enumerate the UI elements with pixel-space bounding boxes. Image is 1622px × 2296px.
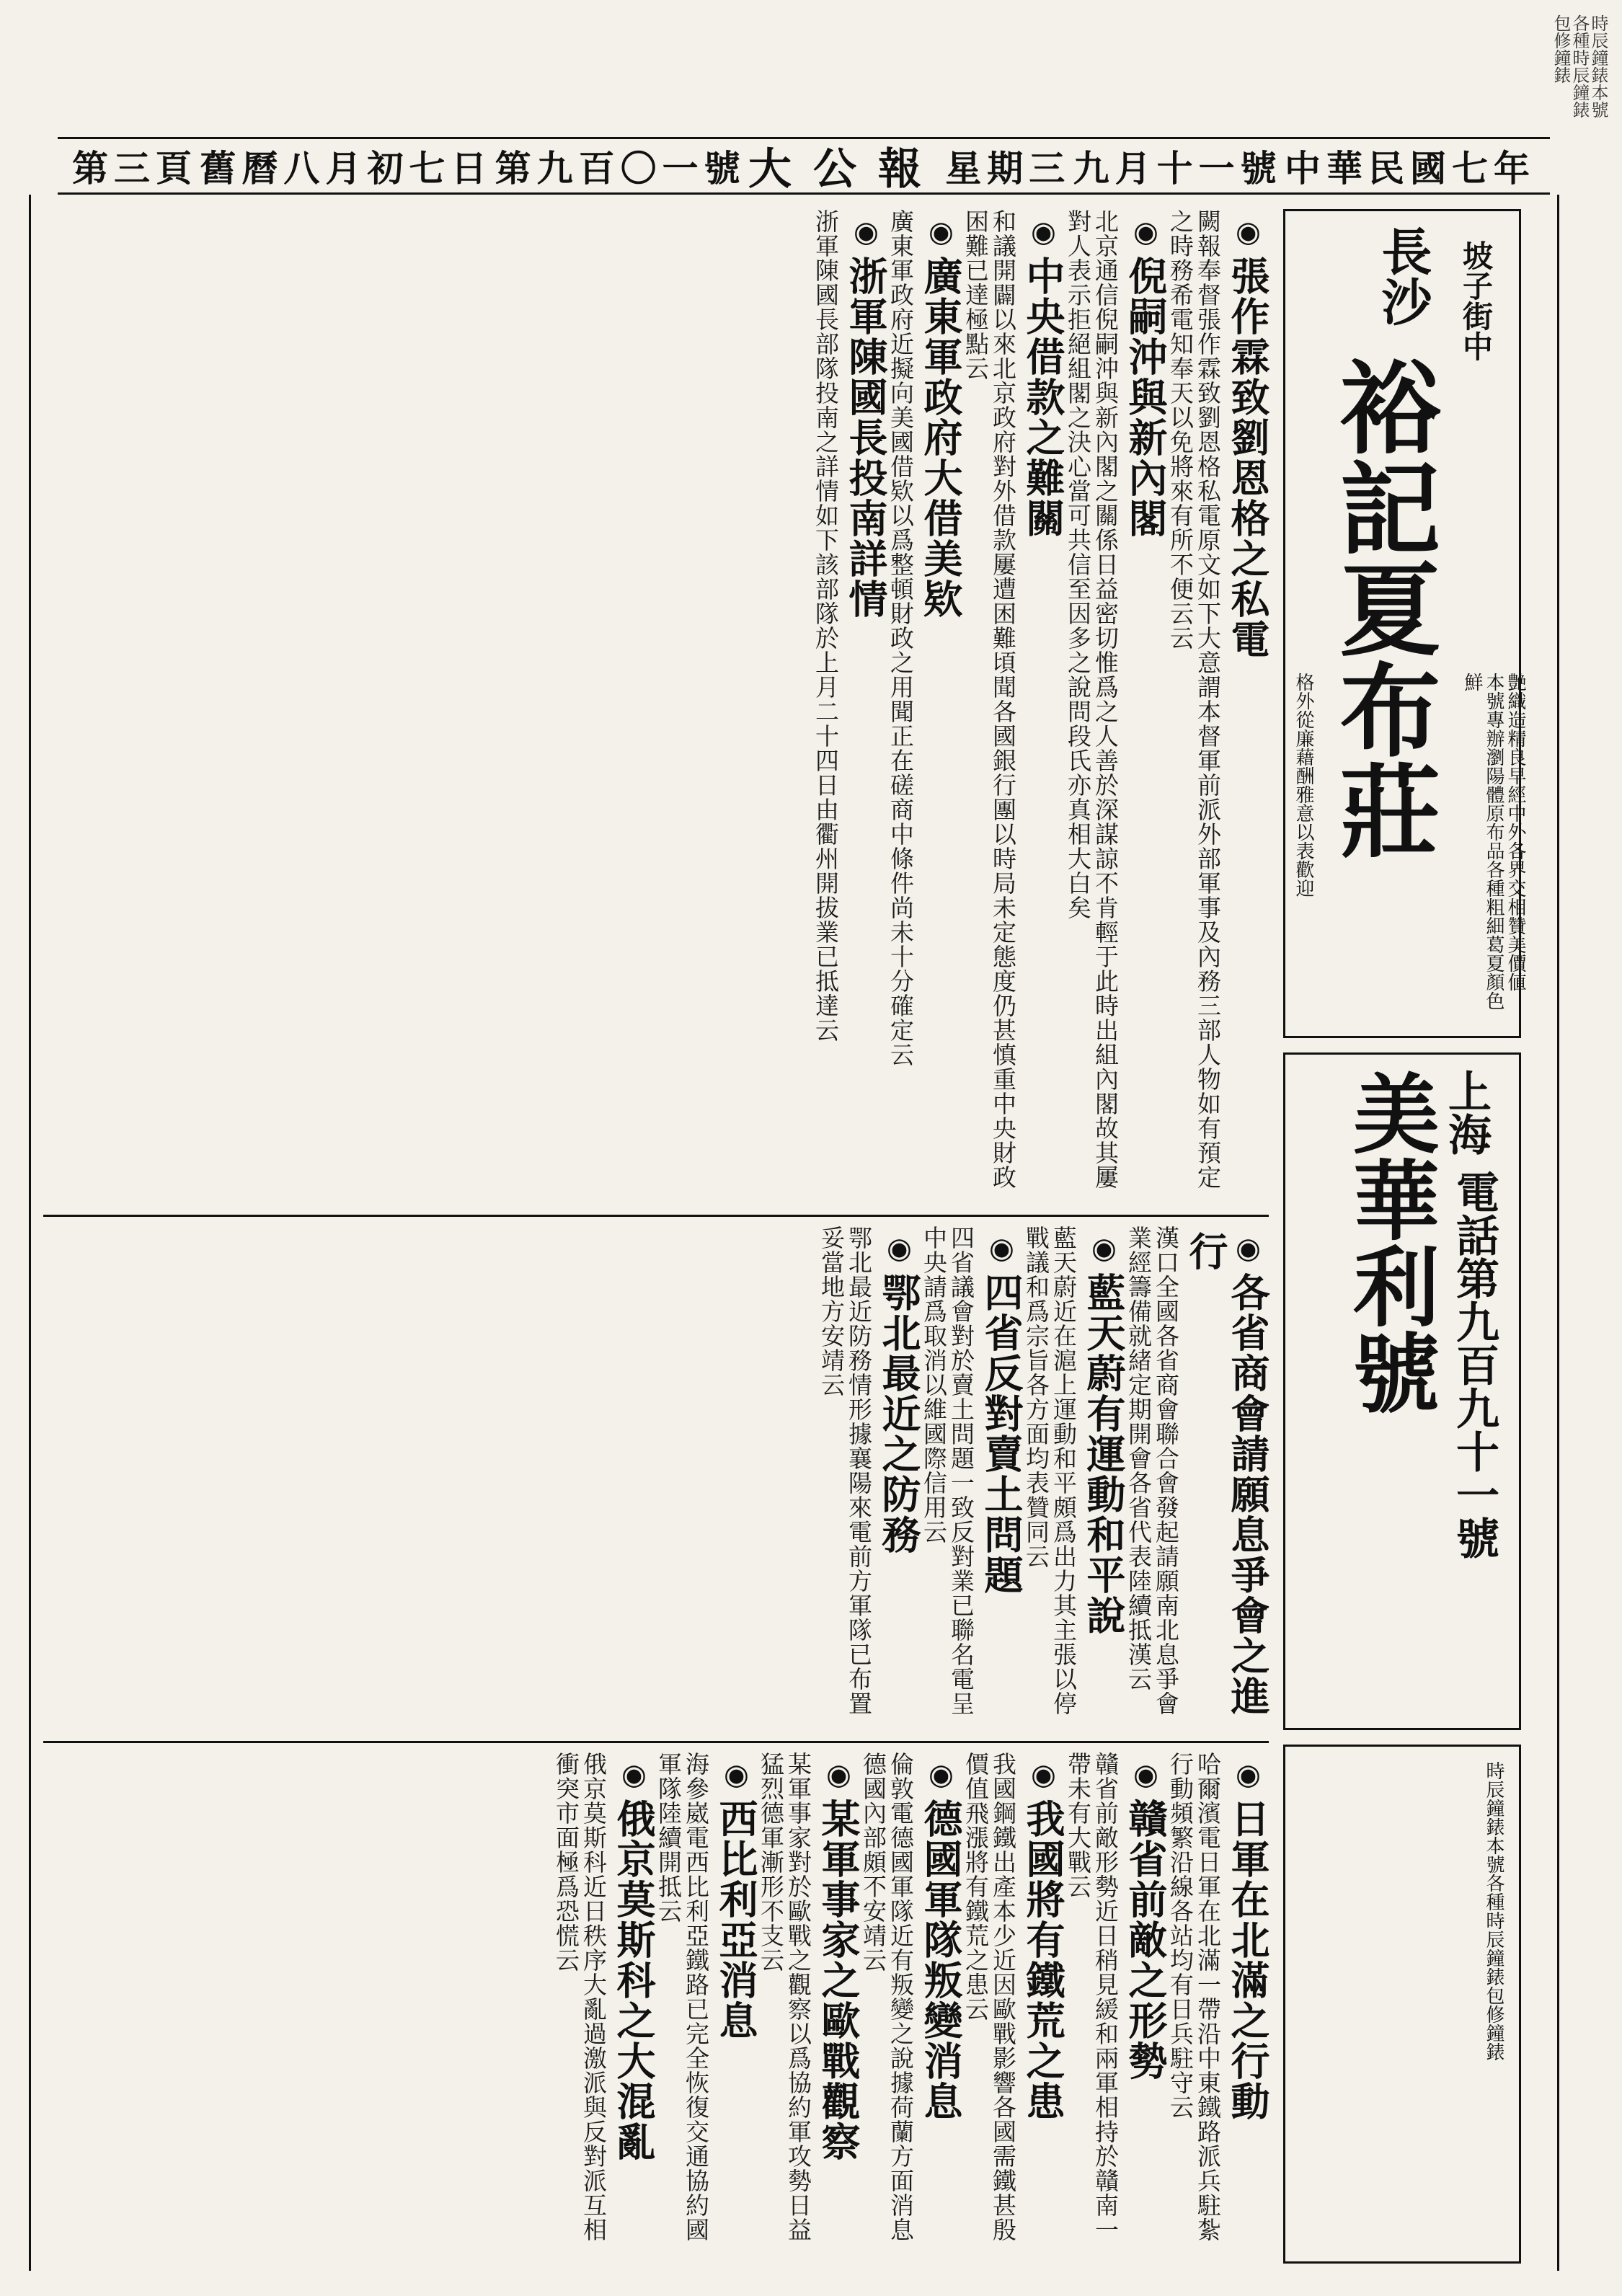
ad-meihua-city: 上海 bbox=[1441, 1069, 1492, 1156]
article-block-lower bbox=[43, 1752, 1269, 2256]
article-title: ◉ 各省商會請願息爭會之進行 bbox=[1185, 1225, 1269, 1730]
republic-year: 中華民國七年 bbox=[1284, 147, 1535, 190]
ad-yuji-line1: 本號專辦瀏陽體原布品各種粗細葛夏顏色鮮 bbox=[1461, 673, 1504, 1010]
article-body: 鄂北最近防務情形據襄陽來電前方軍隊已布置妥當地方安靖云 bbox=[817, 1225, 873, 1716]
article-body: 四省議會對於賣土問題一致反對業已聯名電呈中央請爲取消以維國際信用云 bbox=[920, 1225, 975, 1716]
ad-meihua-goods: 時辰鐘錶本號各種時辰鐘錶包修鐘錶 bbox=[1483, 1761, 1504, 2061]
section-divider bbox=[43, 1741, 1269, 1743]
ad-meihua-goods-block bbox=[1283, 1745, 1521, 2264]
ad-yuji-city: 長沙 bbox=[1373, 226, 1433, 327]
ad-yuji-name: 裕記夏布莊 bbox=[1323, 355, 1441, 860]
article-body: 北京通信倪嗣沖與新內閣之關係日益密切惟爲之人善於深謀諒不肯輕于此時出組內閣故其屢對人表示拒絕組閣之決心當可共信至因多之說問段氏亦真相大白矣 bbox=[1064, 209, 1120, 1189]
article-title: ◉ 日軍在北滿之行動 bbox=[1227, 1752, 1269, 2256]
weekday: 星期三 bbox=[945, 147, 1071, 190]
article-title: ◉ 德國軍隊叛變消息 bbox=[920, 1752, 962, 2256]
article-title: ◉ 贛省前敵之形勢 bbox=[1125, 1752, 1166, 2256]
masthead bbox=[58, 137, 1550, 195]
frame-right bbox=[1557, 195, 1559, 2271]
article-title: ◉ 浙軍陳國長投南詳情 bbox=[845, 209, 887, 1204]
article-body: 海參崴電西比利亞鐵路已完全恢復交通協約國軍隊陸續開抵云 bbox=[655, 1752, 710, 2242]
article-block-upper bbox=[43, 209, 1269, 1204]
frame-left bbox=[29, 195, 31, 2271]
date: 九月十一號 bbox=[1073, 147, 1282, 190]
article-body: 哈爾濱電日軍在北滿一帶沿中東鐵路派兵駐紮行動頻繁沿線各站均有日兵駐守云 bbox=[1166, 1752, 1222, 2242]
lunar-date: 舊曆八月初七日 bbox=[200, 147, 493, 190]
article-body: 漢口全國各省商會聯合會發起請願南北息爭會業經籌備就緒定期開會各省代表陸續抵漢云 bbox=[1125, 1225, 1180, 1716]
article-body: 倫敦電德國軍隊近有叛變之說據荷蘭方面消息德國內部頗不安靖云 bbox=[859, 1752, 915, 2242]
article-title: ◉ 西比利亞消息 bbox=[715, 1752, 757, 2256]
article-title: ◉ 我國將有鐵荒之患 bbox=[1022, 1752, 1064, 2256]
ad-yuji-address: 坡子街中 bbox=[1458, 240, 1494, 361]
ad-meihua bbox=[1283, 1052, 1521, 1730]
article-title: ◉ 四省反對賣土問題 bbox=[980, 1225, 1022, 1730]
strip-text: 時辰鐘錶本號各種時辰鐘錶包修鐘錶 bbox=[1551, 14, 1608, 118]
article-title: ◉ 廣東軍政府大借美欵 bbox=[920, 209, 962, 1204]
ad-yuji bbox=[1283, 209, 1526, 1038]
section-divider bbox=[43, 1215, 1269, 1217]
ad-meihua-name: 美華利號 bbox=[1339, 1069, 1440, 1415]
article-title: ◉ 藍天蔚有運動和平說 bbox=[1083, 1225, 1125, 1730]
article-body: 俄京莫斯科近日秩序大亂過激派與反對派互相衝突市面極爲恐慌云 bbox=[552, 1752, 608, 2242]
ad-yuji-line2: 艶織造精良早經中外各界交相贊美價値 bbox=[1504, 673, 1526, 991]
ad-meihua-phone: 電話第九百九十一號 bbox=[1449, 1170, 1499, 1559]
top-strip-right bbox=[1550, 14, 1608, 123]
article-body: 闕報奉督張作霖致劉恩格私電原文如下大意謂本督軍前派外部軍事及內務三部人物如有預定之時務希電知奉天以免將來有所不便云云 bbox=[1166, 209, 1222, 1189]
paper-name: 大公報 bbox=[748, 144, 943, 195]
article-title: ◉ 鄂北最近之防務 bbox=[878, 1225, 920, 1730]
article-body: 某軍事家對於歐戰之觀察以爲協約軍攻勢日益猛烈德軍漸形不支云 bbox=[757, 1752, 812, 2242]
issue-number: 第九百〇一號 bbox=[495, 147, 746, 190]
ad-yuji-line3: 格外從廉藉酬雅意以表歡迎 bbox=[1293, 673, 1314, 897]
article-title: ◉ 某軍事家之歐戰觀察 bbox=[817, 1752, 859, 2256]
page-number: 第三頁 bbox=[72, 147, 198, 190]
article-block-middle bbox=[43, 1225, 1269, 1730]
article-body: 我國鋼鐵出產本少近因歐戰影響各國需鐵甚殷價值飛漲將有鐵荒之患云 bbox=[962, 1752, 1017, 2242]
article-body: 和議開闢以來北京政府對外借款屢遭困難頃聞各國銀行團以時局未定態度仍甚慎重中央財政困難已達極點云 bbox=[962, 209, 1017, 1189]
article-title: ◉ 中央借款之難關 bbox=[1022, 209, 1064, 1204]
article-title: ◉ 張作霖致劉恩格之私電 bbox=[1227, 209, 1269, 1204]
article-body: 浙軍陳國長部隊投南之詳情如下該部隊於上月二十四日由衢州開拔業已抵達云 bbox=[812, 209, 840, 1042]
article-title: ◉ 俄京莫斯科之大混亂 bbox=[613, 1752, 655, 2256]
article-body: 贛省前敵形勢近日稍見緩和兩軍相持於贛南一帶未有大戰云 bbox=[1064, 1752, 1120, 2242]
newspaper-page bbox=[14, 14, 1608, 2282]
article-body: 廣東軍政府近擬向美國借欵以爲整頓財政之用聞正在磋商中條件尚未十分確定云 bbox=[887, 209, 915, 1067]
article-body: 藍天蔚近在滬上運動和平頗爲出力其主張以停戰議和爲宗旨各方面均表贊同云 bbox=[1022, 1225, 1078, 1716]
article-title: ◉ 倪嗣沖與新內閣 bbox=[1125, 209, 1166, 1204]
